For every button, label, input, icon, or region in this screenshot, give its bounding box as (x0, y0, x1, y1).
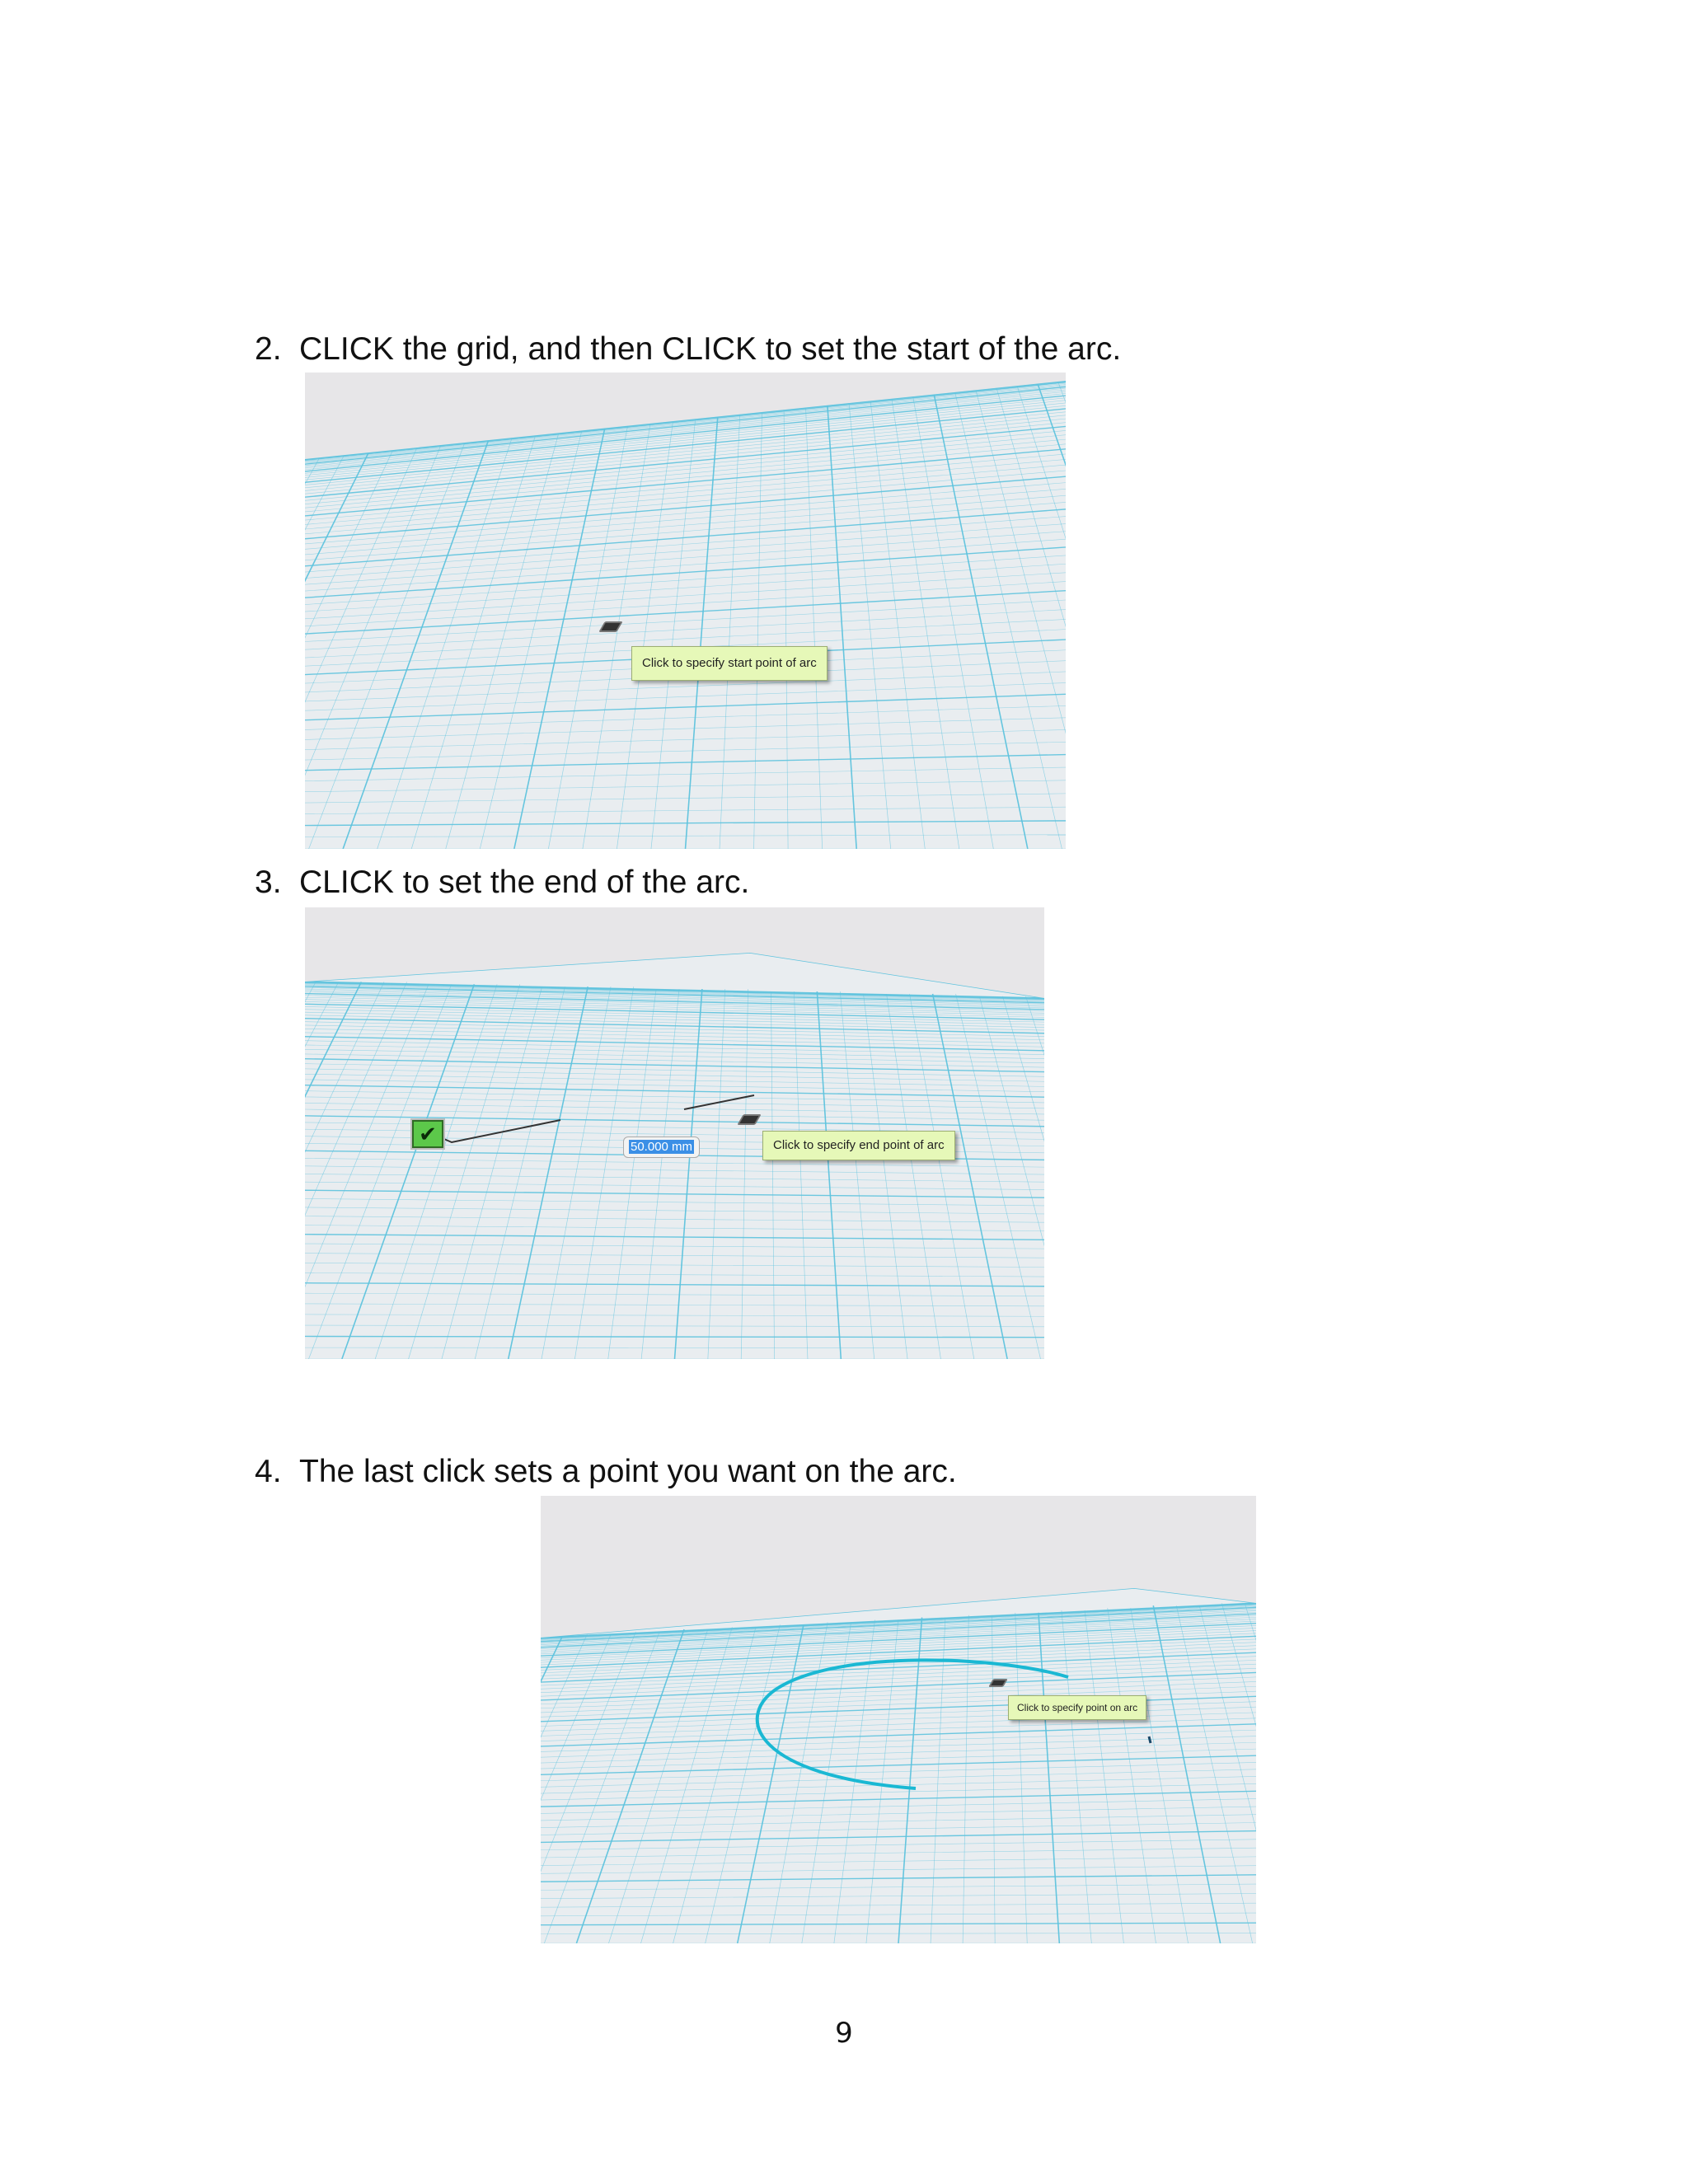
step-number: 4. (255, 1454, 282, 1489)
dimension-input[interactable] (623, 1137, 700, 1158)
grid-screenshot-end (305, 907, 1044, 1359)
dimension-value[interactable]: 50.000 mm (631, 1140, 693, 1154)
grid-plane (305, 373, 1066, 849)
tooltip-point-on-arc: Click to specify point on arc (1008, 1695, 1146, 1720)
grid-screenshot-start (305, 373, 1066, 849)
step-3-instruction (255, 863, 749, 902)
confirm-checkmark-icon[interactable]: ✔ (412, 1120, 443, 1148)
page-number: 9 (835, 2017, 853, 2050)
grid-plane (541, 1496, 1256, 1943)
step-2-instruction (255, 330, 1121, 369)
step-text: CLICK the grid, and then CLICK to set the start of the arc. (299, 331, 1122, 367)
arc-end-tick (1149, 1736, 1151, 1743)
grid-screenshot-arc (541, 1496, 1256, 1943)
step-number: 2. (255, 331, 282, 367)
tooltip-start-point: Click to specify start point of arc (631, 646, 828, 681)
step-number: 3. (255, 865, 282, 900)
tooltip-end-point: Click to specify end point of arc (762, 1131, 955, 1160)
step-text: CLICK to set the end of the arc. (299, 865, 750, 900)
step-4-instruction (255, 1452, 957, 1492)
step-text: The last click sets a point you want on the arc. (299, 1454, 957, 1489)
